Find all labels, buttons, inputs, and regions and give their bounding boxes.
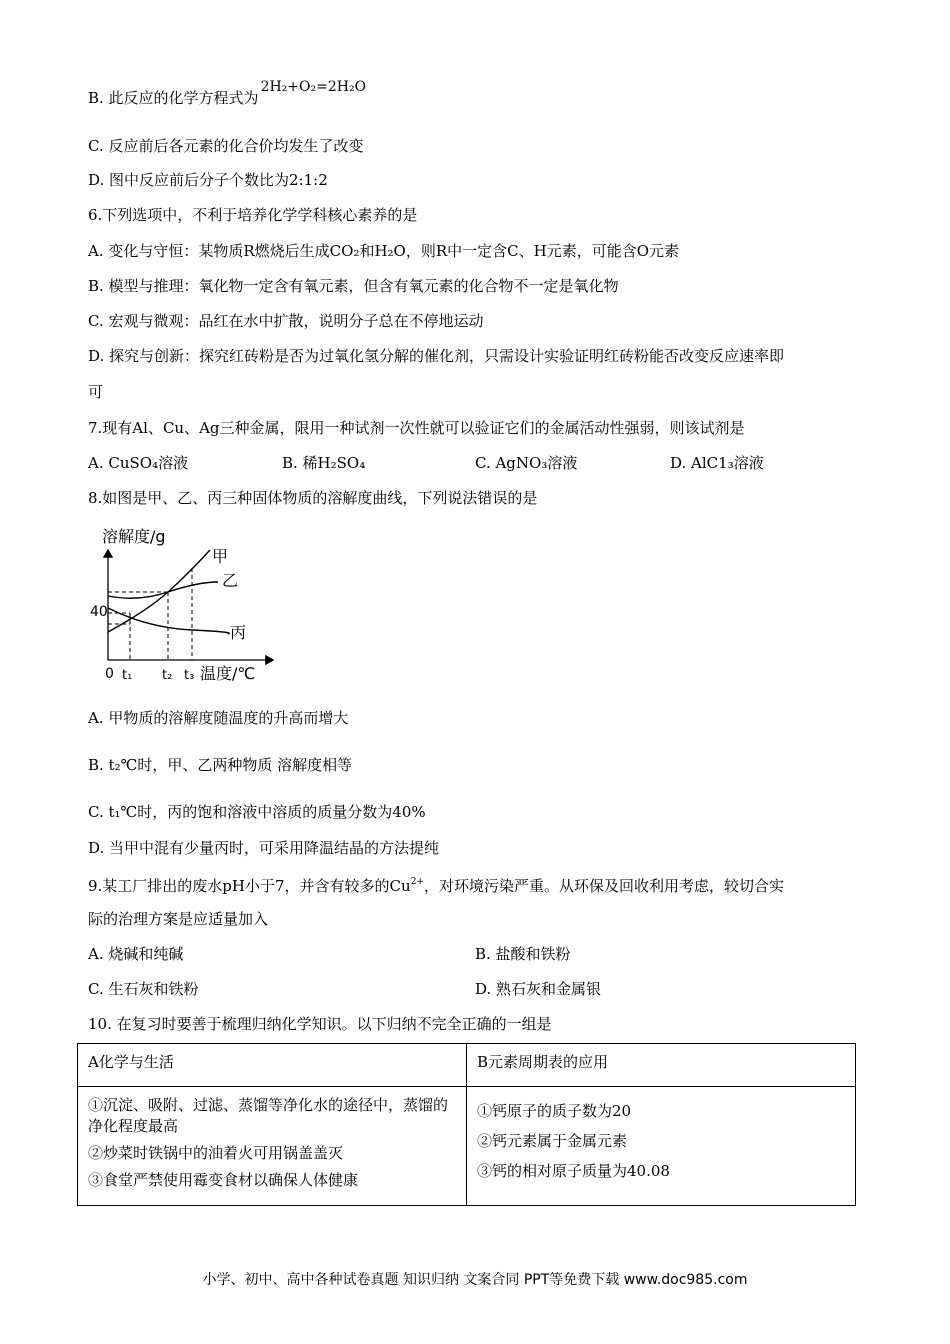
list-item: ②炒菜时铁锅中的油着火可用锅盖盖灭	[88, 1144, 344, 1162]
q6-option-a: A. 变化与守恒：某物质R燃烧后生成CO₂和H₂O，则R中一定含C、H元素，可能含O元素	[88, 242, 679, 260]
q6-option-b: B. 模型与推理：氧化物一定含有氧元素，但含有氧元素的化合物不一定是氧化物	[88, 277, 619, 295]
list-item: ③食堂严禁使用霉变食材以确保人体健康	[88, 1171, 359, 1189]
origin-label: 0	[105, 666, 114, 682]
y-axis-label: 溶解度/g	[102, 527, 166, 546]
x-tick-label: t₃	[184, 668, 195, 683]
q10-table	[77, 1043, 856, 1206]
page-footer: 小学、初中、高中各种试卷真题 知识归纳 文案合同 PPT等免费下载 www.doc985.com	[202, 1272, 748, 1288]
q6-option-d-line2: 可	[88, 383, 104, 401]
q8-stem: 8.如图是甲、乙、丙三种固体物质的溶解度曲线，下列说法错误的是	[88, 489, 538, 507]
list-item: ①钙原子的质子数为20	[477, 1102, 632, 1120]
q5-equation: 2H₂+O₂=2H₂O	[260, 79, 367, 95]
q8-option-c: C. t₁℃时，丙的饱和溶液中溶质的质量分数为40%	[88, 803, 426, 821]
table-header-a: A化学与生活	[78, 1044, 467, 1087]
list-item: ①沉淀、吸附、过滤、蒸馏等净化水的途径中，蒸馏的净化程度最高	[88, 1096, 449, 1135]
y-tick-label: 40	[90, 604, 108, 620]
series-label-bing: 丙	[230, 623, 247, 642]
q8-option-a: A. 甲物质的溶解度随温度的升高而增大	[88, 709, 349, 727]
table-cell-b	[467, 1087, 856, 1206]
q5-option-d: D. 图中反应前后分子个数比为2:1:2	[88, 171, 328, 189]
q10-stem: 10. 在复习时要善于梳理归纳化学知识。以下归纳不完全正确的一组是	[88, 1015, 552, 1033]
x-axis-label: 温度/℃	[200, 664, 256, 683]
q9-option-a: A. 烧碱和纯碱	[88, 945, 184, 963]
q5-option-c: C. 反应前后各元素的化合价均发生了改变	[88, 137, 364, 155]
series-label-jia: 甲	[212, 547, 229, 566]
q7-option-c: C. AgNO₃溶液	[475, 454, 578, 472]
solubility-chart	[88, 520, 288, 690]
q9-stem-line1: 9.某工厂排出的废水pH小于7，并含有较多的$Cu^{2+}$，对环境污染严重。从环保及回收利用考虑，较切合实	[88, 877, 784, 895]
list-item: ③钙的相对原子质量为40.08	[477, 1162, 670, 1180]
q7-option-d: D. AlC1₃溶液	[670, 454, 764, 472]
q6-option-c: C. 宏观与微观：品红在水中扩散，说明分子总在不停地运动	[88, 312, 484, 330]
q6-stem: 6.下列选项中，不利于培养化学学科核心素养的是	[88, 206, 418, 224]
q8-option-d: D. 当甲中混有少量丙时，可采用降温结晶的方法提纯	[88, 839, 440, 857]
q9-option-c: C. 生石灰和铁粉	[88, 980, 199, 998]
q6-option-d-line1: D. 探究与创新：探究红砖粉是否为过氧化氢分解的催化剂，只需设计实验证明红砖粉能否改变反应速率即	[88, 347, 785, 365]
q9-option-d: D. 熟石灰和金属银	[475, 980, 602, 998]
q8-option-b: B. t₂℃时，甲、乙两种物质 溶解度相等	[88, 756, 353, 774]
series-label-yi: 乙	[222, 571, 239, 590]
x-tick-label: t₂	[162, 668, 173, 683]
list-item: ②钙元素属于金属元素	[477, 1132, 628, 1150]
x-tick-label: t₁	[122, 668, 133, 683]
q5-option-b: B. 此反应的化学方程式为2H₂+O₂=2H₂O	[88, 79, 367, 107]
table-header-b: B元素周期表的应用	[467, 1044, 856, 1087]
table-cell-a	[78, 1087, 467, 1206]
curve-jia	[108, 550, 210, 632]
q7-option-b: B. 稀H₂SO₄	[282, 454, 366, 472]
q7-option-a: A. CuSO₄溶液	[88, 454, 189, 472]
q9-stem-line2: 际的治理方案是应适量加入	[88, 910, 269, 928]
q9-option-b: B. 盐酸和铁粉	[475, 945, 571, 963]
q7-stem: 7.现有Al、Cu、Ag三种金属，限用一种试剂一次性就可以验证它们的金属活动性强弱，则该试剂是	[88, 419, 745, 437]
